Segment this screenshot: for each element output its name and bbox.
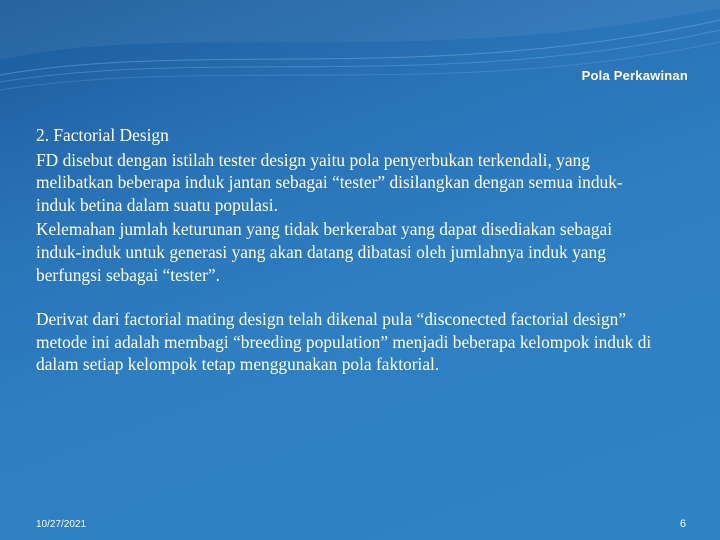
- footer-date: 10/27/2021: [36, 519, 87, 530]
- paragraph-derivative: Derivat dari factorial mating design telah dikenal pula “disconected factorial design” metode ini adalah membagi “breeding population” menjadi beberapa kelompok induk di dalam setiap kelompok tetap menggunakan pola faktorial.: [36, 309, 652, 375]
- paragraph-definition: FD disebut dengan istilah tester design yaitu pola penyerbukan terkendali, yang melibatkan beberapa induk jantan sebagai “tester” disilangkan dengan semua induk-induk betina dalam suatu populasi.: [36, 149, 623, 215]
- slide-body: [36, 124, 656, 378]
- paragraph-weakness: Kelemahan jumlah keturunan yang tidak berkerabat yang dapat disediakan sebagai induk-induk untuk generasi yang akan datang dibatasi oleh jumlahnya induk yang berfungsi sebagai “tester”.: [36, 219, 613, 285]
- slide-title: Pola Perkawinan: [581, 68, 688, 83]
- spacer: [36, 288, 656, 308]
- decorative-swoosh: [0, 0, 720, 110]
- page-number: 6: [679, 518, 686, 530]
- section-heading: 2. Factorial Design: [36, 125, 169, 145]
